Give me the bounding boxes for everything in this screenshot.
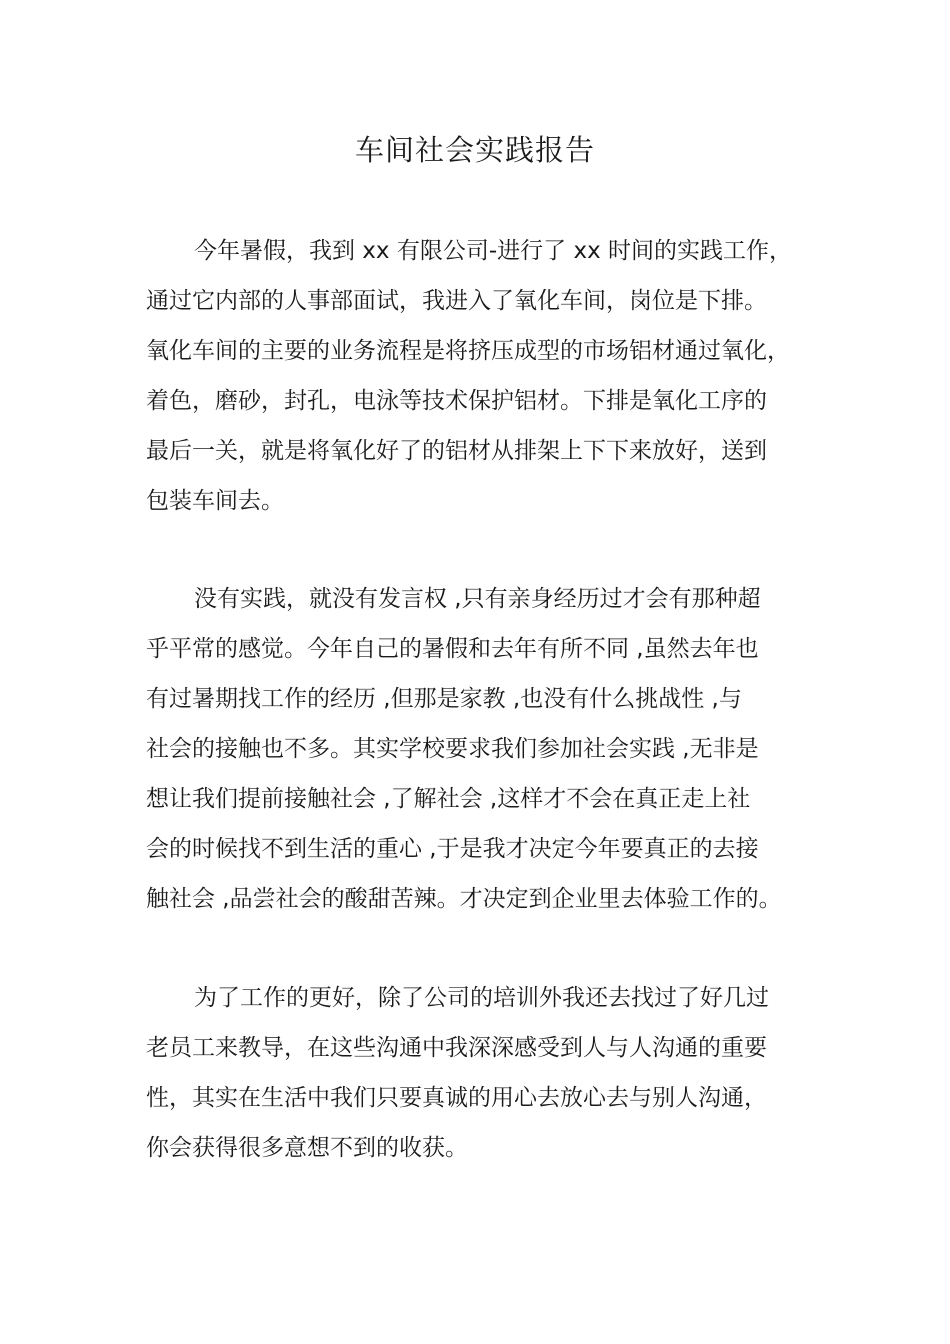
text-line: 触社会 ,品尝社会的酸甜苦辣。才决定到企业里去体验工作的。 (146, 886, 782, 912)
text-line: 最后一关，就是将氧化好了的铝材从排架上下下来放好，送到 (146, 438, 767, 464)
text-line: 乎平常的感觉。今年自己的暑假和去年有所不同 ,虽然去年也 (146, 636, 759, 662)
text-line: 会的时候找不到生活的重心 ,于是我才决定今年要真正的去接 (146, 836, 759, 862)
text-line: 性，其实在生活中我们只要真诚的用心去放心去与别人沟通， (146, 1085, 767, 1111)
text-line: 今年暑假，我到 xx 有限公司-进行了 xx 时间的实践工作， (194, 238, 792, 264)
text-line: 着色，磨砂，封孔，电泳等技术保护铝材。下排是氧化工序的 (146, 388, 767, 414)
text-line: 社会的接触也不多。其实学校要求我们参加社会实践 ,无非是 (146, 736, 759, 762)
text-line: 没有实践，就没有发言权 ,只有亲身经历过才会有那种超 (194, 586, 761, 612)
paragraph-1 (146, 226, 810, 526)
text-line: 氧化车间的主要的业务流程是将挤压成型的市场铝材通过氧化， (146, 338, 790, 364)
document-title: 车间社会实践报告 (354, 133, 595, 167)
text-line: 为了工作的更好，除了公司的培训外我还去找过了好几过 (194, 985, 769, 1011)
text-line: 你会获得很多意想不到的收获。 (146, 1135, 468, 1161)
text-line: 老员工来教导，在这些沟通中我深深感受到人与人沟通的重要 (146, 1035, 767, 1061)
paragraph-3 (146, 973, 810, 1173)
paragraph-2 (146, 574, 810, 924)
text-line: 通过它内部的人事部面试，我进入了氧化车间，岗位是下排。 (146, 288, 767, 314)
text-line: 有过暑期找工作的经历 ,但那是家教 ,也没有什么挑战性 ,与 (146, 686, 742, 712)
text-line: 包装车间去。 (146, 488, 284, 514)
text-line: 想让我们提前接触社会 ,了解社会 ,这样才不会在真正走上社 (146, 786, 751, 812)
